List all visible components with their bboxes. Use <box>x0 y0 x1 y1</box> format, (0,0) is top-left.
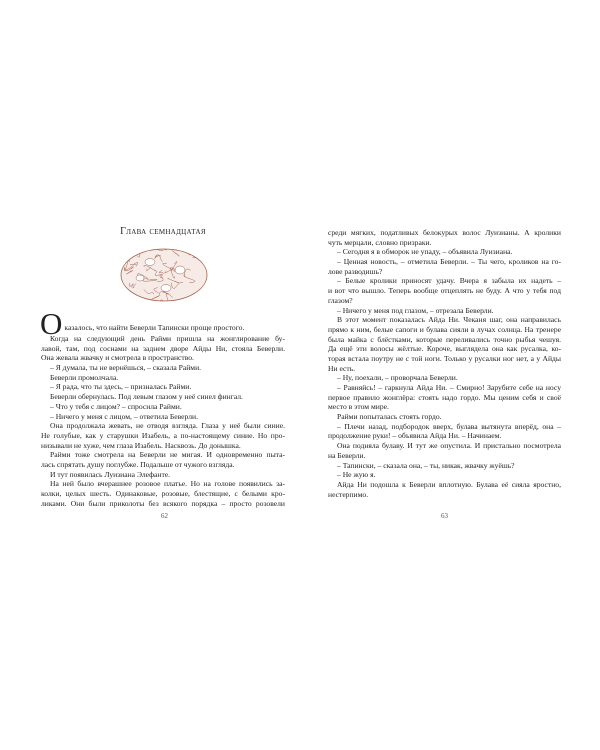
text-line: и вот что вышло. Теперь вообще отцеплять не буду. А что у тебя под <box>328 286 561 296</box>
text-line: – Тапински, – сказала она, – ты, никак, жвачку жуёшь? <box>337 460 515 470</box>
text-line: Беверли обернулась. Под левым глазом у неё синел фингал. <box>50 392 243 402</box>
text-line: глазом? <box>328 295 353 305</box>
text-line: – Ну, поехали, – проворчала Беверли. <box>337 373 458 383</box>
text-line: Ни есть. <box>328 363 356 373</box>
page-number: 63 <box>441 512 448 520</box>
text-line: продолжение руки! – объявила Айда Ни. – Начинаем. <box>328 431 502 441</box>
text-line: нестерпимо. <box>328 489 369 499</box>
text-line: среди мягких, податливых белокурых волос Луизианы. А кролики <box>328 228 561 237</box>
text-line: Она жевала жвачку и смотрела в пространство. <box>41 353 194 363</box>
text-line: была майка с блёстками, которые переливались точно рыбья чешуя. <box>328 334 561 344</box>
text-line: прямо к ним, белые сапоги и булава сияли в лучах солнца. На тренере <box>328 324 561 334</box>
text-line: лась спрятать душу поглубже. Подальше от чужого взгляда. <box>41 459 235 469</box>
text-line: Не голубые, как у старушки Изабель, а по-настоящему синие. Но про- <box>41 430 285 440</box>
opening-sentence: казалось, что найти Беверли Тапински проще простого. <box>64 323 245 333</box>
text-line: И тут появилась Луизиана Элефанте. <box>50 469 171 479</box>
text-line: – Ничего у меня под глазом, – отрезала Беверли. <box>337 305 494 315</box>
page-number: 62 <box>161 512 168 520</box>
text-line: колки, целых шесть. Одинаковые, розовые, блестящие, с белыми кро- <box>41 489 285 498</box>
text-line: – Что у тебя с лицом? – спросила Райми. <box>50 401 182 411</box>
text-line: – Не жую я. <box>337 470 376 480</box>
text-line: Когда на следующий день Райми пришла на жонглирование бу- <box>50 334 285 343</box>
right-text-column <box>328 228 561 499</box>
text-line: Беверли промолчала. <box>50 372 119 382</box>
text-line: Она подняла булаву. И тут же опустила. И пристально посмотрела <box>337 441 561 451</box>
left-text-column <box>40 306 285 508</box>
drop-cap: О <box>40 306 63 341</box>
text-line: на Беверли. <box>328 450 366 460</box>
text-line: торая встала поутру не с той ноги. Только у русалки ног нет, а у Айды <box>328 353 561 363</box>
text-line: место в этом мире. <box>328 402 389 412</box>
text-line: чуть мерцали, словно призраки. <box>328 237 432 247</box>
illustration-stroke <box>121 256 124 262</box>
text-line: ликами. Они были приколоты без всякого порядка – просто розовели <box>41 498 285 508</box>
text-line: Она продолжала жевать, не отводя взгляда. Глаза у неё были синие. <box>50 421 285 431</box>
text-line: лове разводишь? <box>328 266 383 276</box>
text-line: В этот момент показалась Айда Ни. Чеканя шаг, она направилась <box>337 315 561 325</box>
text-line: Да ещё эти волосы жёлтые. Короче, выглядела она как русалка, ко- <box>328 344 561 354</box>
text-line: – Белые кролики приносят удачу. Вчера я забыла их надеть – <box>337 276 561 286</box>
text-line: лавой, там, под соснами на заднем дворе Айды Ни, стояла Беверли. <box>41 343 285 353</box>
text-line: На ней было вчерашнее розовое платье. Но на голове появились за- <box>50 479 285 489</box>
text-line: – Ничего у меня с лицом, – ответила Беверли. <box>50 411 198 421</box>
text-line: – Я рада, что ты здесь, – призналась Райми. <box>50 382 192 392</box>
text-line: Райми тоже смотрела на Беверли не мигая. И одновременно пыта- <box>50 450 285 460</box>
right-page <box>300 0 600 750</box>
chapter-title: Глава семнадцатая <box>120 226 206 237</box>
rabbits-oval-illustration <box>120 248 208 302</box>
text-line: низывали не хуже, чем глаза Изабель. Насквозь. До донышка. <box>41 440 241 450</box>
text-line: Айда Ни подошла к Беверли вплотную. Булава её сияла яростно, <box>337 479 561 489</box>
text-line: первое правило жонглёра: стоять надо гордо. Мы ценим себя и своё <box>328 392 561 402</box>
text-line: – Я думала, ты не вернёшься, – сказала Райми. <box>50 363 202 373</box>
illustration-stroke <box>188 248 194 255</box>
text-line: – Сегодня я в обморок не упаду, – объявила Луизиана. <box>337 247 513 257</box>
illustration-stroke <box>132 299 136 302</box>
text-line: – Плечи назад, подбородок вверх, булава вытянута вперёд, она – <box>337 421 561 431</box>
text-line: Райми попыталась стоять гордо. <box>337 412 442 422</box>
text-line: – Ценная новость, – отметила Беверли. – Ты чего, кроликов на го- <box>337 257 561 267</box>
text-line: – Равняйсь! – гаркнула Айда Ни. – Смирно! Зарубите себе на носу <box>337 383 561 392</box>
